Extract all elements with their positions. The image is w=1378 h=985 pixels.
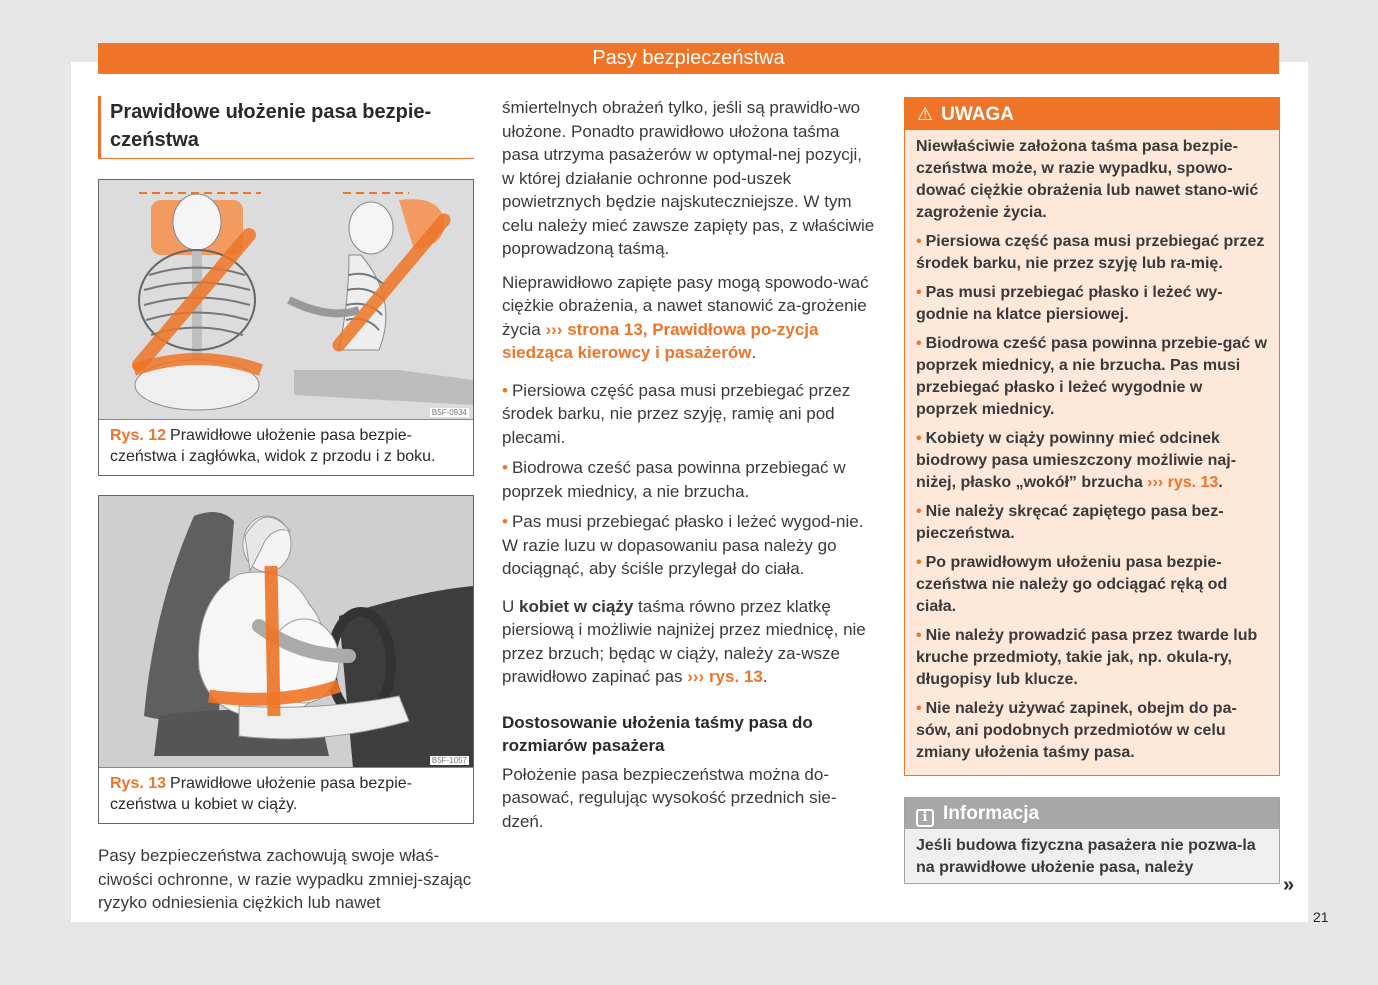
section-header-bar: Pasy bezpieczeństwa	[98, 43, 1279, 74]
warning-item-text: Pas musi przebiegać płasko i leżeć wy-godnie na klatce piersiowej.	[916, 284, 1223, 323]
warning-intro: Niewłaściwie założona taśma pasa bezpie-czeństwa może, w razie wypadku, spowo-dować ciężkie obrażenia lub nawet stano-wić zagrożenie życia.	[916, 138, 1259, 221]
bullet-icon: •	[916, 503, 922, 520]
warning-triangle-icon: ⚠	[917, 104, 934, 124]
info-text: Jeśli budowa fizyczna pasażera nie pozwa-la na prawidłowe ułożenie pasa, należy	[916, 837, 1256, 876]
pregnant-driver-illustration	[99, 496, 473, 768]
cross-ref-arrows-icon: ›››	[687, 667, 705, 686]
info-icon: i	[916, 809, 934, 827]
warning-body	[905, 130, 1279, 775]
bullet-icon: •	[916, 335, 922, 352]
bullet-icon: •	[916, 233, 922, 250]
seatbelt-skeleton-illustration	[99, 180, 473, 420]
info-box	[904, 797, 1280, 884]
subheading: Dostosowanie ułożenia taśmy pasa do rozmiarów pasażera	[502, 712, 813, 755]
warning-item-text: Piersiowa część pasa musi przebiegać przez środek barku, nie przez szyję lub ra-mię.	[916, 233, 1265, 272]
bullet-icon: •	[916, 430, 922, 447]
figure-12-image	[99, 180, 473, 420]
warning-item-text: Nie należy używać zapinek, obejm do pa-sów, ani podobnych przedmiotów w celu zmiany ułożenia taśmy pasa.	[916, 700, 1237, 761]
bullet-icon: •	[916, 700, 922, 717]
figure-label: Rys. 12	[110, 427, 167, 444]
warning-item-text: Biodrowa cześć pasa powinna przebie-gać w poprzek miednicy, a nie brzucha. Pas musi przebiegać płasko i leżeć wygodnie w poprzek miednicy.	[916, 335, 1268, 418]
warning-item-text: Kobiety w ciąży powinny mieć odcinek biodrowy pasa umieszczony możliwie naj-niżej, płasko „wokół” brzucha	[916, 430, 1237, 491]
figure-13	[98, 495, 474, 824]
para-end: .	[1218, 474, 1223, 491]
warning-item	[916, 552, 1268, 618]
bullet-icon: •	[916, 284, 922, 301]
warning-item	[916, 698, 1268, 764]
body-paragraph: śmiertelnych obrażeń tylko, jeśli są prawidło-wo ułożone. Ponadto prawidłowo ułożona taśma pasa utrzyma pasażerów w optymal-nej pozycji, w której działanie ochronne pod-uszek powietrznych będzie najskuteczniejsze. W tym celu należy mieć zawsze zapięty pas, z właściwie poprowadzoną taśmą.	[502, 98, 875, 258]
bullet-item	[502, 379, 878, 450]
continue-arrow-icon: »	[1283, 874, 1295, 896]
warning-item-text: Nie należy skręcać zapiętego pasa bez-pieczeństwa.	[916, 503, 1224, 542]
bullet-icon: •	[502, 512, 508, 531]
section-heading: Prawidłowe ułożenie pasa bezpie-czeństwa	[98, 96, 474, 159]
figure-link[interactable]: rys. 13	[1167, 474, 1219, 491]
figure-code: B5F-1057	[431, 756, 467, 765]
body-paragraph: Położenie pasa bezpieczeństwa można do-pasować, regulując wysokość przednich sie-dzeń.	[502, 764, 837, 831]
bullet-item	[502, 456, 878, 503]
page-number: 21	[1313, 909, 1329, 925]
figure-caption-text: Prawidłowe ułożenie pasa bezpie-czeństwa i zagłówka, widok z przodu i z boku.	[110, 427, 436, 465]
para-text: U	[502, 596, 519, 616]
para-end: .	[762, 667, 768, 686]
bullet-icon: •	[916, 627, 922, 644]
info-header	[905, 798, 1279, 829]
para-end: .	[751, 343, 757, 362]
cross-ref-arrows-icon: ›››	[545, 319, 563, 339]
cross-ref-arrows-icon: ›››	[1147, 474, 1164, 491]
body-paragraph	[502, 595, 878, 689]
para-bold: kobiet w ciąży	[519, 596, 634, 616]
para-text: taśma równo przez klatkę piersiową i możliwie najniżej przez miednicę, nie przez brzuch; będąc w ciąży, należy za-wsze prawidłowo zapinać pas	[502, 596, 866, 686]
figure-12-caption	[99, 420, 473, 475]
info-title: Informacja	[943, 803, 1040, 824]
body-paragraph	[502, 271, 878, 365]
bullet-icon: •	[916, 554, 922, 571]
warning-header	[905, 98, 1279, 130]
bullet-text: Piersiowa część pasa musi przebiegać przez środek barku, nie przez szyję, ramię ani pod plecami.	[502, 380, 851, 447]
figure-code: B5F-0934	[431, 408, 467, 417]
bullet-item	[502, 510, 878, 581]
column-1	[98, 96, 474, 915]
figure-link[interactable]: rys. 13	[708, 667, 763, 686]
warning-box	[904, 97, 1280, 776]
warning-item	[916, 333, 1268, 421]
warning-item	[916, 282, 1268, 326]
column-3	[904, 97, 1280, 884]
warning-item	[916, 501, 1268, 545]
figure-13-caption	[99, 768, 473, 823]
bullet-text: Pas musi przebiegać płasko i leżeć wygod-nie. W razie luzu w dopasowaniu pasa należy go dociągnąć, aby ściśle przylegał do ciała.	[502, 512, 864, 578]
figure-13-image	[99, 496, 473, 768]
bullet-text: Biodrowa cześć pasa powinna przebiegać w poprzek miednicy, a nie brzucha.	[502, 458, 846, 501]
cross-ref-link[interactable]: strona 13, Prawidłowa po-zycja siedząca kierowcy i pasażerów	[502, 319, 819, 362]
para-text: Nieprawidłowo zapięte pasy mogą spowodo-wać ciężkie obrażenia, a nawet stanowić za-grożenie życia	[502, 272, 869, 339]
warning-item	[916, 428, 1268, 494]
warning-title: UWAGA	[941, 104, 1014, 125]
column-2	[502, 96, 878, 843]
bullet-icon: •	[502, 458, 508, 477]
figure-caption-text: Prawidłowe ułożenie pasa bezpie-czeństwa u kobiet w ciąży.	[110, 775, 412, 813]
body-paragraph: Pasy bezpieczeństwa zachowują swoje właś-ciwości ochronne, w razie wypadku zmniej-szając ryzyko odniesienia ciężkich lub nawet	[98, 846, 472, 912]
figure-label: Rys. 13	[110, 775, 167, 792]
figure-12	[98, 179, 474, 476]
warning-item	[916, 231, 1268, 275]
warning-item-text: Po prawidłowym ułożeniu pasa bezpie-czeństwa nie należy go odciągać ręką od ciała.	[916, 554, 1228, 615]
bullet-icon: •	[502, 380, 508, 400]
warning-item	[916, 625, 1268, 691]
warning-item-text: Nie należy prowadzić pasa przez twarde lub kruche przedmioty, takie jak, np. okula-ry, długopisy lub klucze.	[916, 627, 1258, 688]
